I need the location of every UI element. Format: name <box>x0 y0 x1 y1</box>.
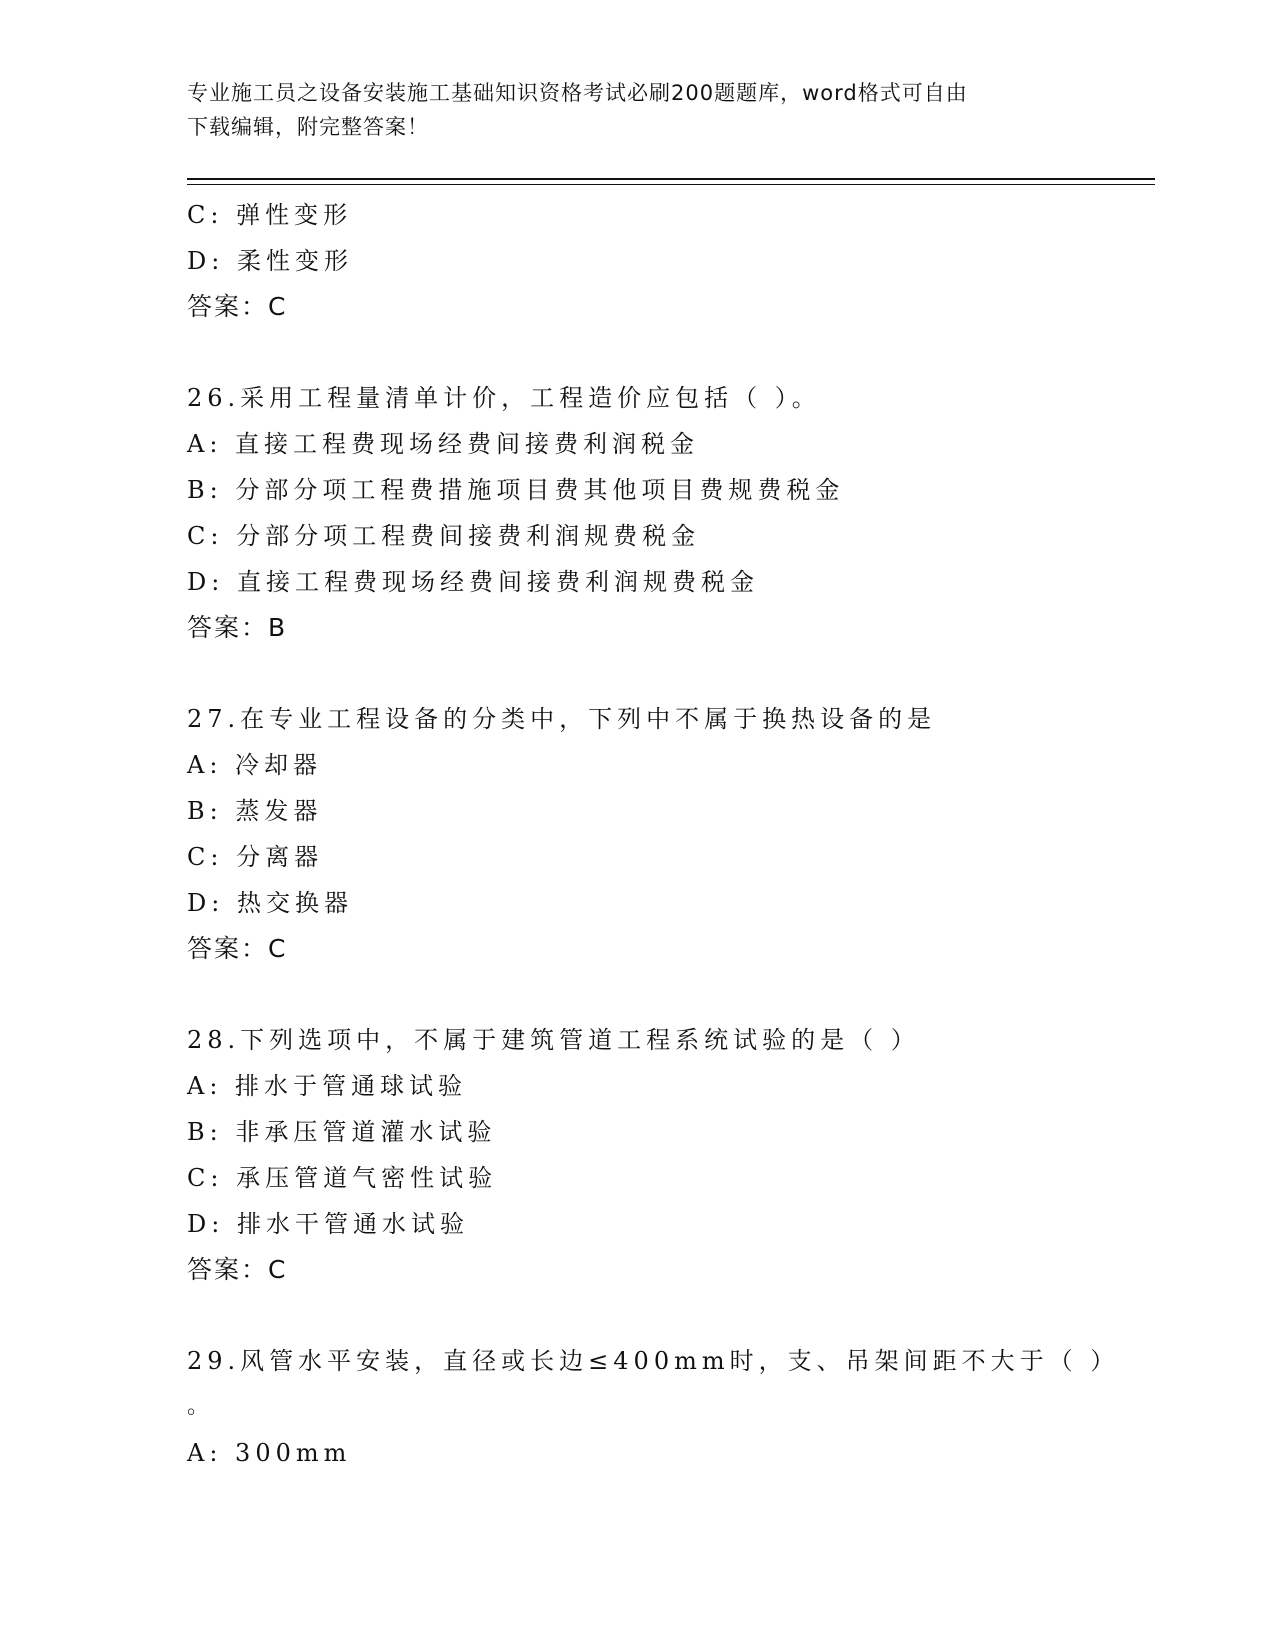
option-c: C: 弹性变形 <box>187 201 353 229</box>
option-a: A: 冷却器 <box>187 751 323 779</box>
header-divider-thin <box>187 184 1155 185</box>
option-a: A: 直接工程费现场经费间接费利润税金 <box>187 430 700 458</box>
question-text: 26.采用工程量清单计价，工程造价应包括（ ）。 <box>187 384 821 412</box>
option-d: D: 柔性变形 <box>187 247 353 275</box>
option-c: C: 分离器 <box>187 843 324 871</box>
question-26 <box>187 375 1155 651</box>
question-text: 29.风管水平安装，直径或长边≤400mm时，支、吊架间距不大于（ ） <box>187 1347 1120 1375</box>
question-27 <box>187 696 1155 972</box>
option-a: A: 排水于管通球试验 <box>187 1072 468 1100</box>
question-28 <box>187 1017 1155 1293</box>
option-b: B: 非承压管道灌水试验 <box>187 1118 497 1146</box>
option-a: A: 300mm <box>187 1439 352 1467</box>
header-line-2: 下载编辑，附完整答案！ <box>187 115 429 139</box>
answer: 答案：C <box>187 1255 288 1284</box>
option-d: D: 直接工程费现场经费间接费利润规费税金 <box>187 568 759 596</box>
option-b: B: 蒸发器 <box>187 797 323 825</box>
question-text-continuation: 。 <box>187 1394 210 1419</box>
question-text: 28.下列选项中，不属于建筑管道工程系统试验的是（ ） <box>187 1026 920 1054</box>
question-list <box>187 192 1155 1476</box>
answer: 答案：C <box>187 292 288 321</box>
header-line-1: 专业施工员之设备安装施工基础知识资格考试必刷200题题库，word格式可自由 <box>187 81 968 105</box>
spacer <box>187 330 1155 375</box>
question-25 <box>187 192 1155 330</box>
option-c: C: 分部分项工程费间接费利润规费税金 <box>187 522 701 550</box>
option-d: D: 排水干管通水试验 <box>187 1210 469 1238</box>
header-divider-thick <box>187 178 1155 180</box>
document-header <box>187 76 1087 144</box>
spacer <box>187 1293 1155 1338</box>
option-b: B: 分部分项工程费措施项目费其他项目费规费税金 <box>187 476 845 504</box>
option-c: C: 承压管道气密性试验 <box>187 1164 498 1192</box>
question-text: 27.在专业工程设备的分类中，下列中不属于换热设备的是 <box>187 705 937 733</box>
question-29 <box>187 1338 1155 1476</box>
spacer <box>187 651 1155 696</box>
spacer <box>187 972 1155 1017</box>
answer: 答案：C <box>187 934 288 963</box>
answer: 答案：B <box>187 613 288 642</box>
option-d: D: 热交换器 <box>187 889 353 917</box>
